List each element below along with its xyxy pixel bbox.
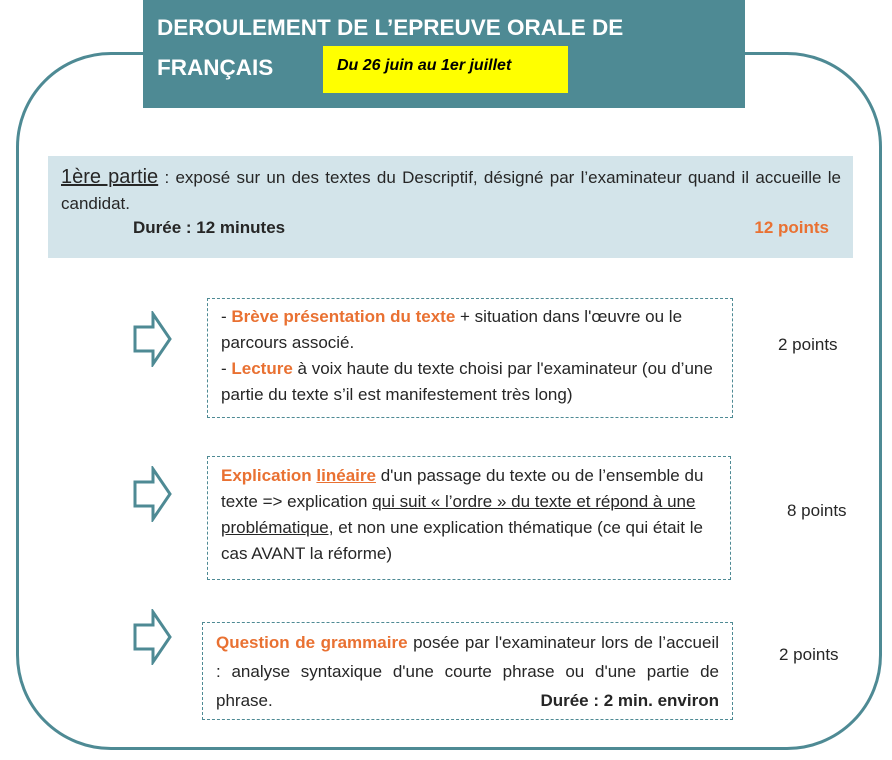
dash: - (221, 359, 232, 378)
section1-content (221, 304, 732, 408)
section2-content (221, 463, 730, 567)
section3-box (202, 622, 733, 720)
section2-underlined: qui suit « l’ordre » du texte et répond à une problématique, (221, 492, 696, 537)
lineaire-label: linéaire (316, 466, 376, 485)
presentation-text: + situation dans l'œuvre ou le parcours associé. (221, 307, 683, 352)
right-arrow-icon (133, 311, 173, 367)
right-arrow-icon (133, 466, 173, 522)
header-banner (143, 0, 745, 108)
presentation-label: Brève présentation du texte (231, 307, 456, 326)
part1-duration: Durée : 12 minutes (133, 218, 286, 237)
part1-text: : exposé sur un des textes du Descriptif, désigné par l’examinateur quand il accueille le candidat. (61, 168, 841, 213)
part1-description (61, 164, 841, 217)
lecture-label: Lecture (231, 359, 293, 378)
section1-points: 2 points (778, 335, 838, 354)
lecture-text: à voix haute du texte choisi par l'examinateur (ou d’une partie du texte s’il est manifestement très long) (221, 359, 713, 404)
part1-points: 12 points (754, 218, 829, 237)
part1-heading: 1ère partie (61, 166, 159, 188)
page-title: DEROULEMENT DE L’EPREUVE ORALE DE FRANÇAIS (157, 15, 624, 80)
dates-badge: Du 26 juin au 1er juillet (323, 46, 568, 93)
section2-points: 8 points (787, 501, 847, 520)
section3-duration: Durée : 2 min. environ (540, 691, 719, 710)
explication-label: Explication (221, 466, 317, 485)
section3-content (216, 628, 719, 715)
section2-text: d'un passage du texte ou de l’ensemble du texte => explication (221, 466, 704, 511)
dash: - (221, 307, 232, 326)
section2-text-end: et non une explication thématique (ce qui était le cas AVANT la réforme) (221, 518, 703, 563)
right-arrow-icon (133, 609, 173, 665)
section2-box (207, 456, 731, 580)
grammar-label: Question de grammaire (216, 633, 408, 652)
section3-text: posée par l'examinateur lors de l’accueil : analyse syntaxique d'une courte phrase ou d'une partie de phrase. (216, 633, 720, 710)
section3-points: 2 points (779, 645, 839, 664)
part1-panel (48, 156, 853, 258)
section1-box (207, 298, 733, 418)
